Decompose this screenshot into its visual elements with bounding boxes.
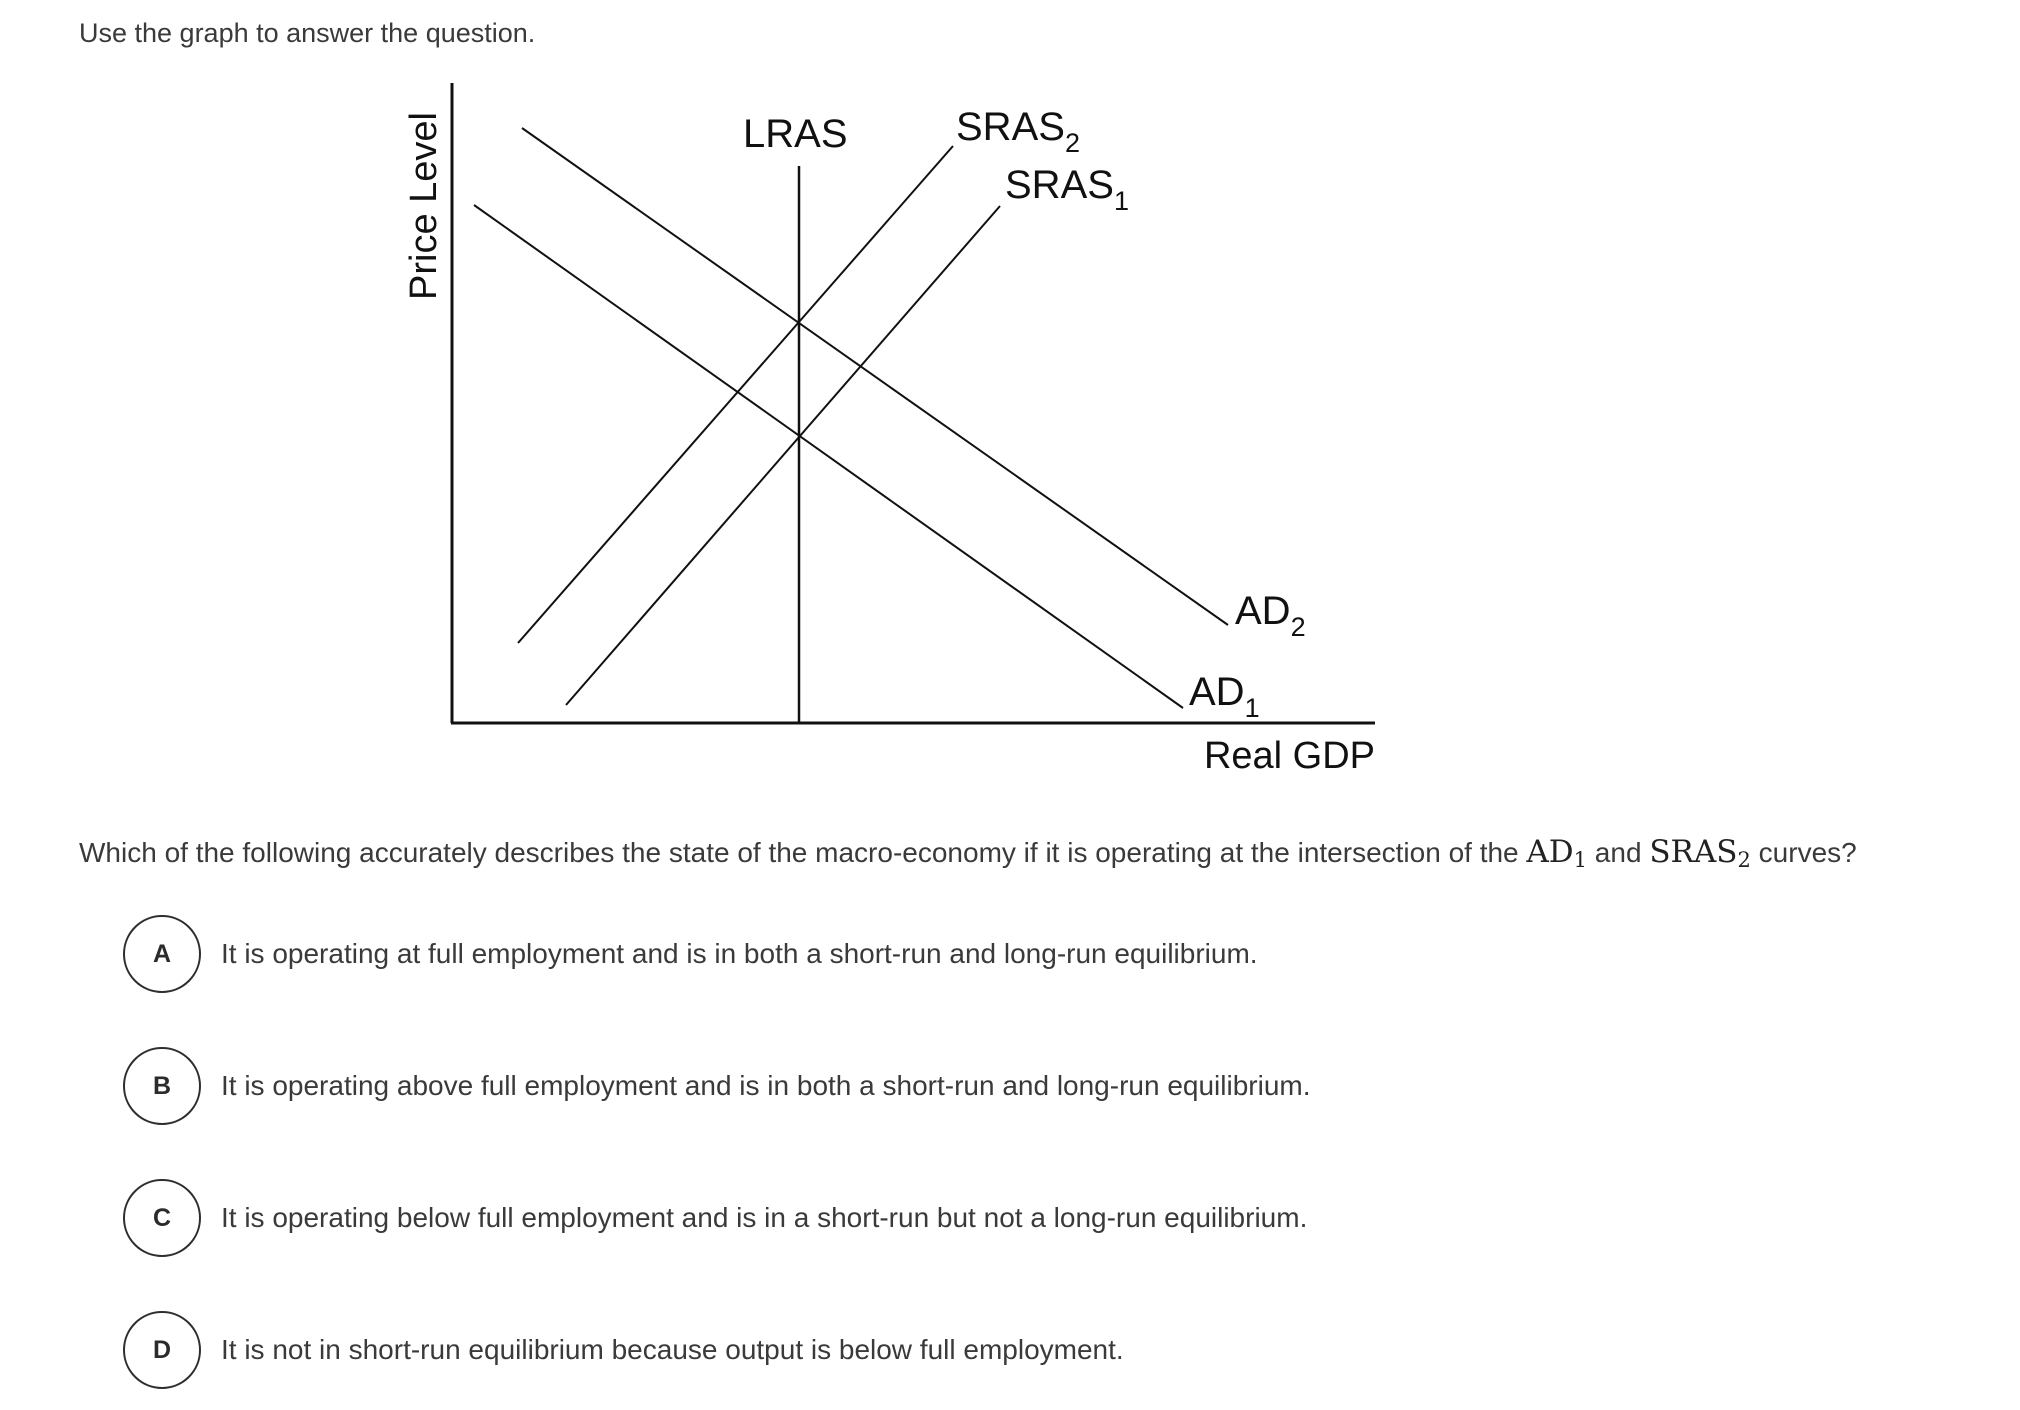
sras2-label-sub: 2 [1064,128,1080,158]
option-text-d[interactable]: It is not in short-run equilibrium because output is below full employment. [221,1334,1124,1365]
option-letter-d[interactable]: D [123,1311,201,1389]
option-letter-c[interactable]: C [123,1179,201,1257]
ad1-term-sub: 1 [1573,848,1588,872]
sras2-term-text: SRAS [1649,834,1738,870]
ad2-label-text: AD [1235,589,1291,633]
x-axis-label: Real GDP [1203,735,1375,777]
question-middle: and [1587,837,1650,868]
answer-option-a[interactable] [123,914,1258,994]
answer-option-c[interactable] [123,1178,1307,1258]
ad1-label-text: AD [1189,670,1245,714]
ad1-label-sub: 1 [1244,693,1260,723]
sras2-label [956,105,1080,158]
sras1-curve [566,206,1000,705]
answer-option-b[interactable] [123,1046,1311,1126]
sras2-curve [518,146,953,643]
option-text-b[interactable]: It is operating above full employment and is in both a short-run and long-run equilibrium. [221,1070,1311,1101]
question-prefix: Which of the following accurately describes the state of the macro-economy if it is operating at the intersection of the [79,837,1527,868]
sras1-label-sub: 1 [1113,186,1129,216]
sras2-term-sub: 2 [1737,848,1751,872]
ad1-label [1189,670,1260,723]
sras1-label [1005,163,1129,216]
question-suffix: curves? [1750,837,1857,868]
option-text-a[interactable]: It is operating at full employment and is in both a short-run and long-run equilibrium. [221,938,1258,969]
ad1-term [1526,834,1587,870]
y-axis-label: Price Level [403,112,445,300]
ad2-label [1235,589,1306,642]
option-letter-b[interactable]: B [123,1047,201,1125]
lras-label-text: LRAS [743,112,848,156]
sras2-label-text: SRAS [956,105,1065,149]
lras-label [743,112,848,156]
question-text [79,834,1857,870]
ad2-label-sub: 2 [1290,612,1306,642]
sras2-term [1649,834,1751,870]
instruction-text: Use the graph to answer the question. [79,18,536,48]
sras1-label-text: SRAS [1005,163,1114,207]
option-text-c[interactable]: It is operating below full employment and is in a short-run but not a long-run equilibrium. [221,1202,1308,1233]
ad1-term-text: AD [1526,834,1574,870]
ad1-curve [474,205,1183,708]
answer-option-d[interactable] [123,1310,1124,1390]
option-letter-a[interactable]: A [123,915,201,993]
